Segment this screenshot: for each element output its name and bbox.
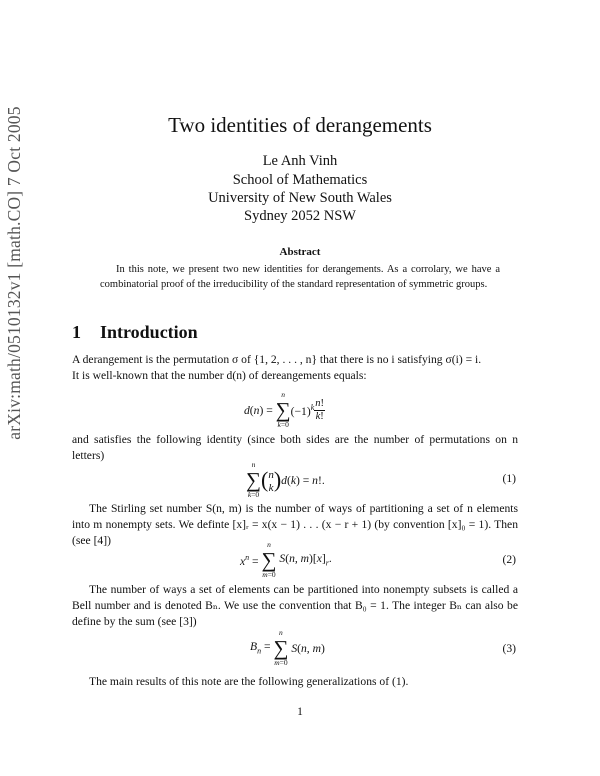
abstract-text: In this note, we present two new identities for derangements. As a corrolary, we have a combinatorial proof of the irreducibility of the standard representation of symmetric groups. <box>100 264 500 290</box>
equation-2: $x^n$ = n ∑ m=0 S(n, $m)[x]_r$. <box>240 540 332 579</box>
affiliation-address: Sydney 2052 NSW <box>244 208 356 224</box>
paragraph-bell-number: The number of ways a set of elements can be partitioned into nonempty subsets is called a Bell number and is denoted Bₙ. We use the convention that B₀ = 1. The integer Bₙ can also be define by the sum (see [3]) <box>72 583 518 628</box>
equation-3-number: (3) <box>502 642 516 655</box>
section-number: 1 <box>72 322 81 342</box>
paper-title: Two identities of derangements <box>168 113 432 137</box>
paragraph-stirling: The Stirling set number S(n, m) is the number of ways of partitioning a set of n elements into m nonempty sets. We definte [x]ᵣ = x(x − 1) . . . (x − r + 1) (by convention [x]₀ = 1). Then (see [4]) <box>72 502 518 547</box>
equation-derangement-formula: d(n) = n ∑ k=0 $(-1)^k$ $\frac{n!}{k!}$ <box>244 390 325 429</box>
equation-2-number: (2) <box>502 553 516 566</box>
section-title: Introduction <box>100 322 198 342</box>
paragraph-identity-intro: and satisfies the following identity (since both sides are the number of permutations on n letters) <box>72 433 518 462</box>
section-heading <box>72 322 198 343</box>
affiliation-university: University of New South Wales <box>208 190 392 206</box>
author-name: Le Anh Vinh <box>262 153 338 169</box>
equation-3: $B_n$ = n ∑ m=0 S(n, m) <box>250 628 325 667</box>
paragraph-main-results: The main results of this note are the following generalizations of (1). <box>89 675 409 688</box>
paragraph-derangement-def <box>72 352 518 384</box>
affiliation-school: School of Mathematics <box>232 172 368 188</box>
page-number: 1 <box>297 706 303 718</box>
equation-1: n ∑ k=0 ( n k ) d(k) = n!. <box>246 460 325 499</box>
paragraph-line: A derangement is the permutation σ of {1, 2, . . . , n} that there is no i satisfying σ(i) = i. <box>72 353 482 366</box>
paragraph-line: It is well-known that the number d(n) of dereangements equals: <box>72 369 367 382</box>
abstract-heading: Abstract <box>279 246 321 258</box>
equation-1-number: (1) <box>502 472 516 485</box>
arxiv-identifier: arXiv:math/0510132v1 [math.CO] 7 Oct 2005 <box>4 106 24 440</box>
